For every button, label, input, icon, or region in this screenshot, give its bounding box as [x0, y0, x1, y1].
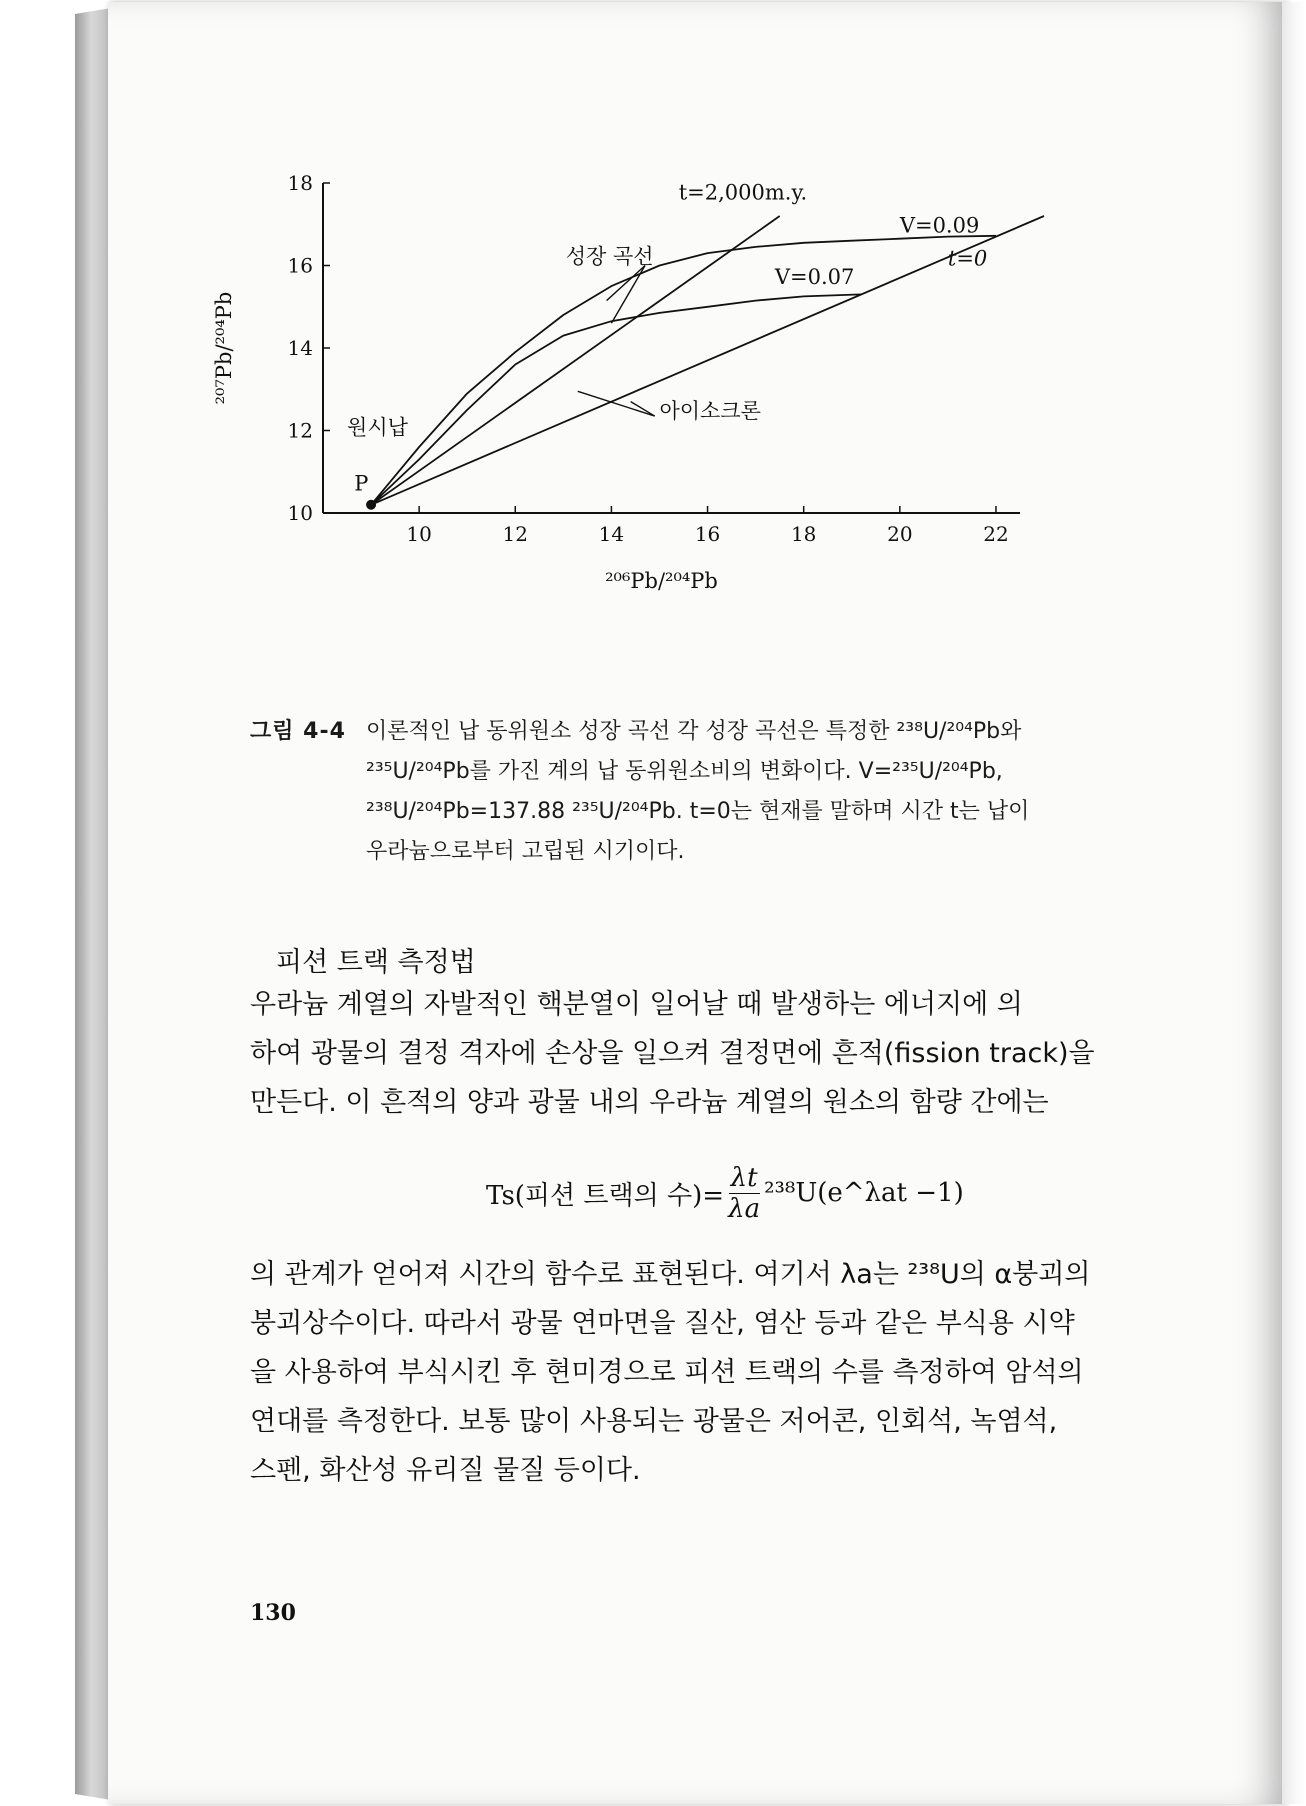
x-tick-label: 22 [983, 522, 1009, 546]
point-p [366, 500, 376, 510]
page-edge [1282, 2, 1306, 1804]
text-line: 스펜, 화산성 유리질 물질 등이다. [250, 1455, 641, 1486]
x-axis-label: ²⁰⁶Pb/²⁰⁴Pb [605, 569, 718, 593]
x-tick-label: 14 [598, 522, 625, 546]
section-title: 피션 트랙 측정법 [276, 947, 476, 978]
isochron-pointer [578, 391, 655, 416]
formula-numerator: λt [730, 1162, 758, 1193]
formula-rhs: ²³⁸U(e^λat −1) [764, 1178, 964, 1208]
label-primordial-lead: 원시납 [347, 415, 408, 440]
lead-isotope-chart [120, 150, 1110, 690]
caption-label: 그림 4-4 [250, 719, 346, 744]
formula-denominator: λa [728, 1193, 761, 1224]
y-tick-label: 10 [287, 501, 313, 525]
y-tick-label: 12 [287, 418, 313, 443]
page-number: 130 [250, 1600, 296, 1626]
text-line: 우라늄 계열의 자발적인 핵분열이 일어날 때 발생하는 에너지에 의 [250, 989, 1023, 1020]
x-tick-label: 16 [694, 522, 721, 546]
caption-line: 이론적인 납 동위원소 성장 곡선 각 성장 곡선은 특정한 ²³⁸U/²⁰⁴Pb와 [366, 719, 1022, 744]
label-t-2000: t=2,000m.y. [678, 180, 808, 205]
isochron-t0 [371, 213, 1044, 505]
chart-svg [120, 150, 1110, 690]
x-tick-label: 18 [790, 522, 817, 546]
y-tick-label: 16 [287, 253, 313, 278]
caption-line: ²³⁸U/²⁰⁴Pb=137.88 ²³⁵U/²⁰⁴Pb. t=0는 현재를 말하며 시간 t는 납이 [366, 799, 1030, 824]
fission-track-formula [486, 1158, 964, 1228]
text-line: 을 사용하여 부식시킨 후 현미경으로 피션 트랙의 수를 측정하여 암석의 [250, 1357, 1084, 1388]
paragraph-1 [250, 980, 1165, 1127]
y-axis-label: ²⁰⁷Pb/²⁰⁴Pb [212, 291, 236, 405]
formula-fraction [728, 1163, 760, 1224]
text-line: 연대를 측정한다. 보통 많이 사용되는 광물은 저어콘, 인회석, 녹염석, [250, 1406, 1058, 1437]
x-tick-label: 12 [502, 522, 529, 546]
caption-line: ²³⁵U/²⁰⁴Pb를 가진 계의 납 동위원소비의 변화이다. V=²³⁵U/²⁰⁴Pb, [366, 759, 1003, 784]
text-line: 붕괴상수이다. 따라서 광물 연마면을 질산, 염산 등과 같은 부식용 시약 [250, 1308, 1075, 1339]
y-tick-label: 14 [287, 336, 313, 360]
growth-curve-pointer [607, 266, 645, 301]
y-tick-label: 18 [287, 171, 313, 195]
text-line: 의 관계가 얻어져 시간의 함수로 표현된다. 여기서 λa는 ²³⁸U의 α붕괴의 [250, 1259, 1091, 1290]
label-v-009: V=0.09 [899, 213, 980, 238]
book-spine [75, 8, 111, 1800]
text-line: 만든다. 이 흔적의 양과 광물 내의 우라늄 계열의 원소의 함량 간에는 [250, 1087, 1049, 1118]
formula-lhs: Ts(피션 트랙의 수)= [486, 1180, 725, 1211]
x-tick-label: 10 [406, 522, 432, 546]
text-line: 하여 광물의 결정 격자에 손상을 일으켜 결정면에 흔적(fission track)을 [250, 1038, 1095, 1069]
label-v-007: V=0.07 [774, 265, 855, 290]
figure-caption [250, 712, 1170, 872]
label-isochron: 아이소크론 [659, 399, 761, 424]
label-p: P [354, 471, 369, 496]
label-growth-curve: 성장 곡선 [565, 244, 654, 269]
paragraph-2 [250, 1250, 1165, 1495]
x-tick-label: 20 [887, 522, 913, 546]
label-t-0: t=0 [947, 246, 988, 271]
caption-line: 우라늄으로부터 고립된 시기이다. [366, 839, 685, 864]
